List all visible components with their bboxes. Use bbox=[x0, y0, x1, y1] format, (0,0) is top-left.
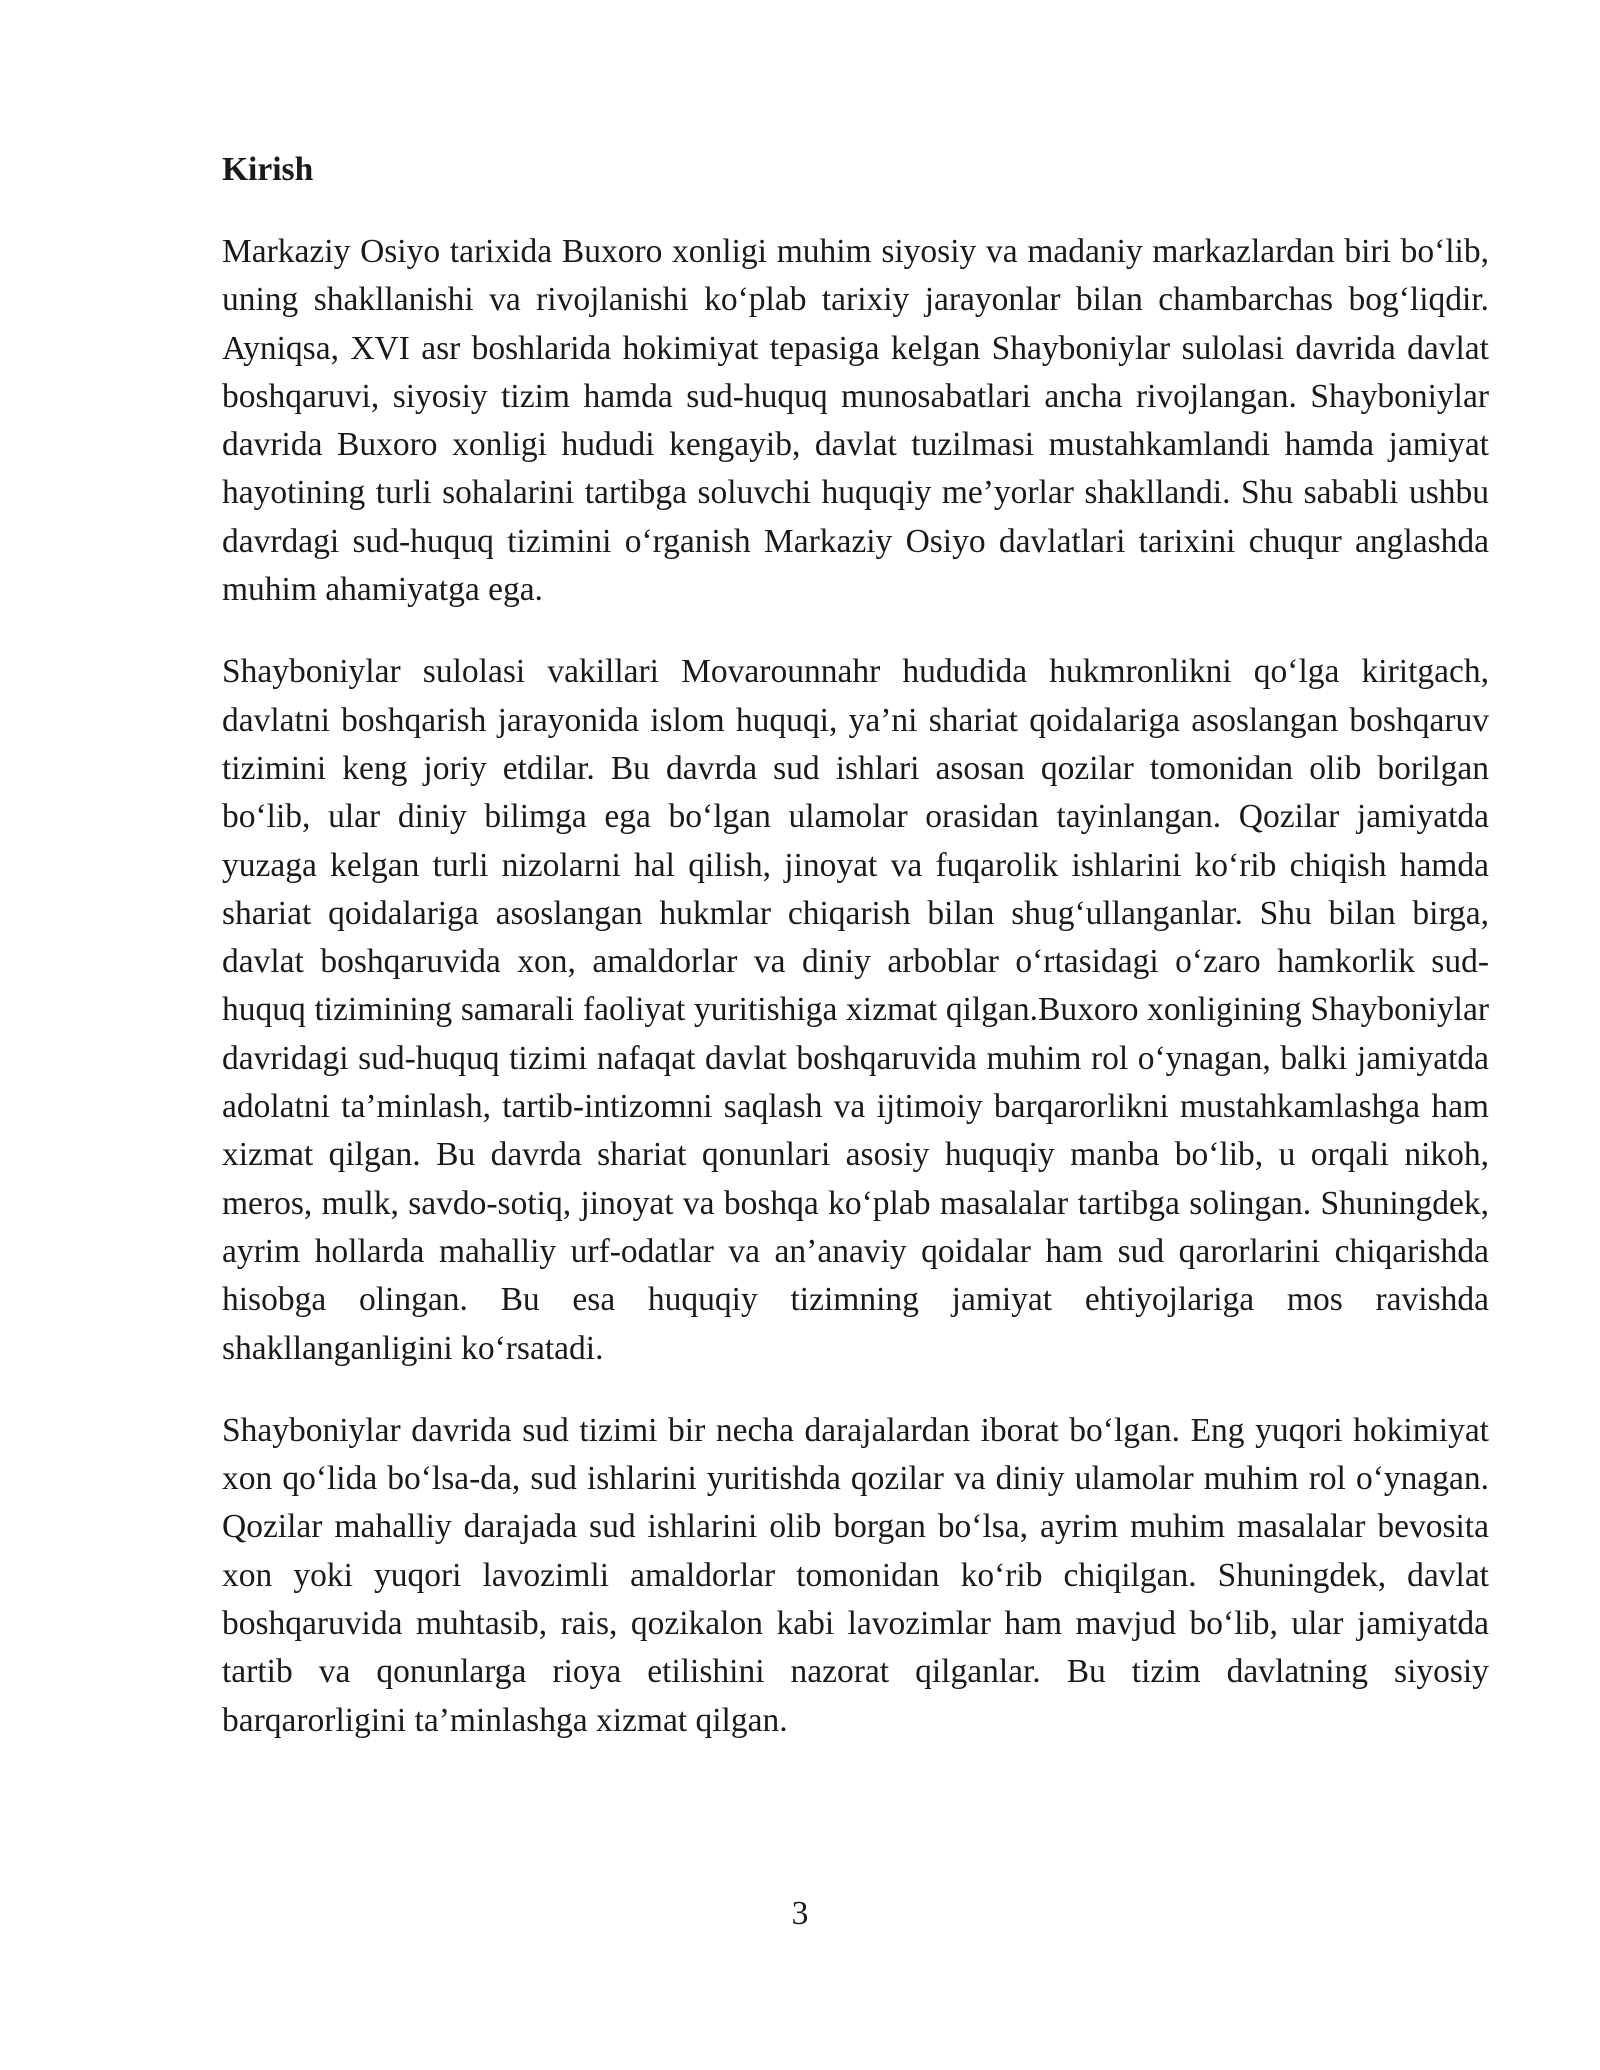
document-page bbox=[222, 146, 1489, 1779]
paragraph-3: Shayboniylar davrida sud tizimi bir necha darajalardan iborat bo‘lgan. Eng yuqori hokimiyat xon qo‘lida bo‘lsa-da, sud ishlarini yuritishda qozilar va diniy ulamolar muhim rol o‘ynagan. Qozilar mahalliy darajada sud ishlarini olib borgan bo‘lsa, ayrim muhim masalalar bevosita xon yoki yuqori lavozimli amaldorlar tomonidan ko‘rib chiqilgan. Shuningdek, davlat boshqaruvida muhtasib, rais, qozikalon kabi lavozimlar ham mavjud bo‘lib, ular jamiyatda tartib va qonunlarga rioya etilishini nazorat qilganlar. Bu tizim davlatning siyosiy barqarorligini ta’minlashga xizmat qilgan. bbox=[222, 1411, 1489, 1739]
page-number: 3 bbox=[791, 1895, 809, 1932]
paragraph-2: Shayboniylar sulolasi vakillari Movarounnahr hududida hukmronlikni qo‘lga kiritgach, davlatni boshqarish jarayonida islom huquqi, ya’ni shariat qoidalariga asoslangan boshqaruv tizimini keng joriy etdilar. Bu davrda sud ishlari asosan qozilar tomonidan olib borilgan bo‘lib, ular diniy bilimga ega bo‘lgan ulamolar orasidan tayinlangan. Qozilar jamiyatda yuzaga kelgan turli nizolarni hal qilish, jinoyat va fuqarolik ishlarini ko‘rib chiqish hamda shariat qoidalariga asoslangan hukmlar chiqarish bilan shug‘ullanganlar. Shu bilan birga, davlat boshqaruvida xon, amaldorlar va diniy arboblar o‘rtasidagi o‘zaro hamkorlik sud-huquq tizimining samarali faoliyat yuritishiga xizmat qilgan.Buxoro xonligining Shayboniylar davridagi sud-huquq tizimi nafaqat davlat boshqaruvida muhim rol o‘ynagan, balki jamiyatda adolatni ta’minlash, tartib-intizomni saqlash va ijtimoiy barqarorlikni mustahkamlashga ham xizmat qilgan. Bu davrda shariat qonunlari asosiy huquqiy manba bo‘lib, u orqali nikoh, meros, mulk, savdo-sotiq, jinoyat va boshqa ko‘plab masalalar tartibga solingan. Shuningdek, ayrim hollarda mahalliy urf-odatlar va an’anaviy qoidalar ham sud qarorlarini chiqarishda hisobga olingan. Bu esa huquqiy tizimning jamiyat ehtiyojlariga mos ravishda shakllanganligini ko‘rsatadi. bbox=[222, 653, 1489, 1367]
paragraph-1: Markaziy Osiyo tarixida Buxoro xonligi muhim siyosiy va madaniy markazlardan biri bo‘lib, uning shakllanishi va rivojlanishi ko‘plab tarixiy jarayonlar bilan chambarchas bog‘liqdir. Ayniqsa, XVI asr boshlarida hokimiyat tepasiga kelgan Shayboniylar sulolasi davrida davlat boshqaruvi, siyosiy tizim hamda sud-huquq munosabatlari ancha rivojlangan. Shayboniylar davrida Buxoro xonligi hududi kengayib, davlat tuzilmasi mustahkamlandi hamda jamiyat hayotining turli sohalarini tartibga soluvchi huquqiy me’yorlar shakllandi. Shu sababli ushbu davrdagi sud-huquq tizimini o‘rganish Markaziy Osiyo davlatlari tarixini chuqur anglashda muhim ahamiyatga ega. bbox=[222, 233, 1489, 609]
section-heading: Kirish bbox=[222, 151, 314, 188]
